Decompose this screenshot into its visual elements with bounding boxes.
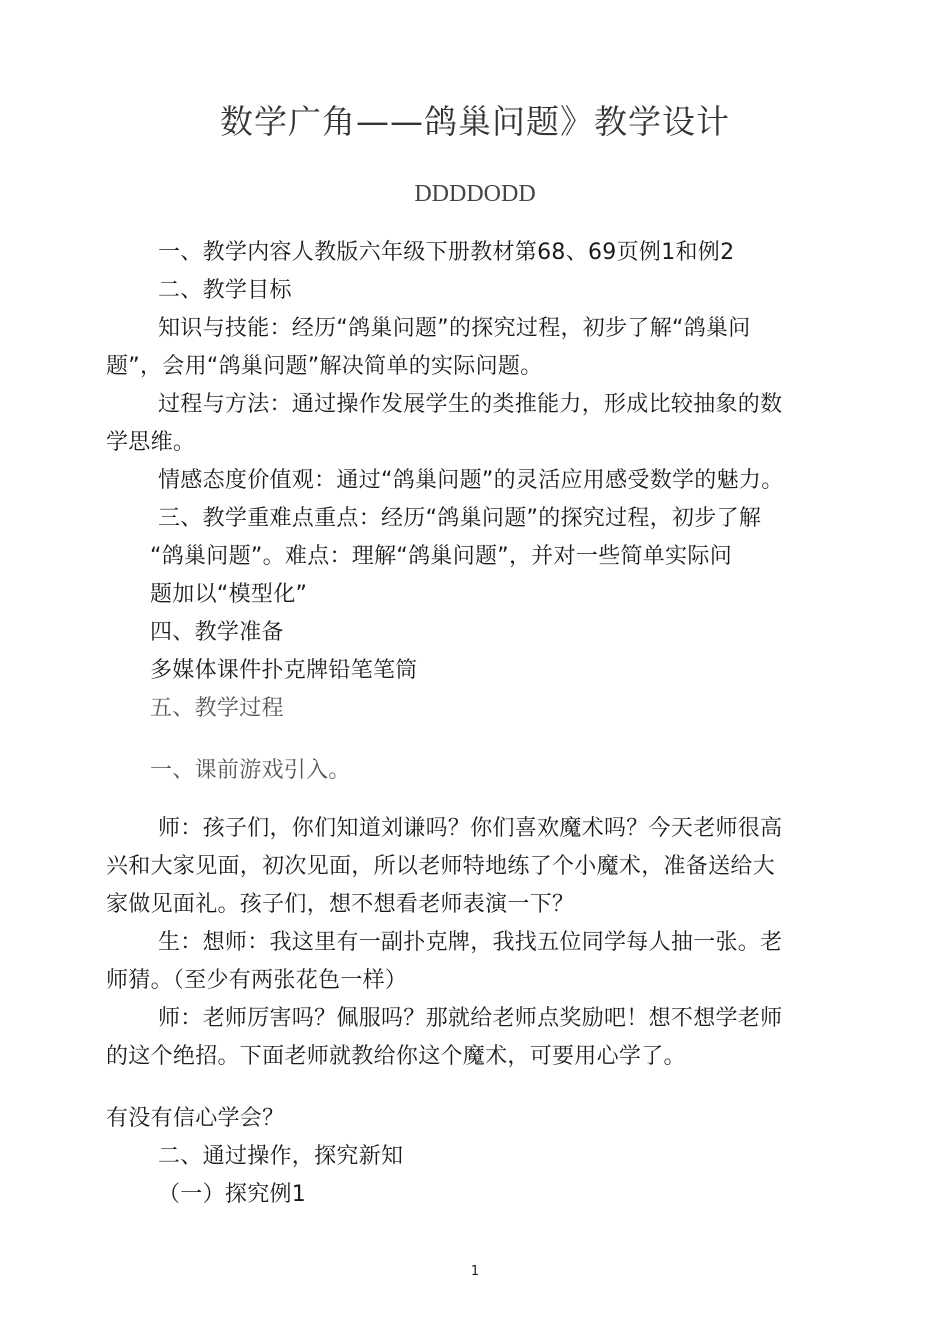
- section-heading-preparation: 四、教学准备: [150, 620, 284, 645]
- section-heading-content: 一、教学内容人教版六年级下册教材第68、69页例1和例2: [158, 240, 735, 265]
- section-heading-goals: 二、教学目标: [158, 278, 292, 303]
- paragraph-line: 师猜。（至少有两张花色一样）: [106, 968, 408, 993]
- paragraph-line: 师：老师厉害吗？佩服吗？那就给老师点奖励吧！想不想学老师: [158, 1006, 783, 1031]
- section-heading-key-points: 三、教学重难点重点：经历“鸽巢问题”的探究过程，初步了解: [158, 506, 762, 531]
- paragraph-line: 题”，会用“鸽巢问题”解决简单的实际问题。: [106, 354, 543, 379]
- paragraph-line: 有没有信心学会？: [106, 1106, 285, 1131]
- paragraph-line: 题加以“模型化”: [150, 582, 308, 607]
- paragraph-line: 学思维。: [106, 430, 196, 455]
- paragraph-line: 家做见面礼。孩子们，想不想看老师表演一下？: [106, 892, 575, 917]
- paragraph-line: 过程与方法：通过操作发展学生的类推能力，形成比较抽象的数: [158, 392, 783, 417]
- document-subtitle: DDDDODD: [414, 181, 536, 207]
- document-title: 数学广角——鸽巢问题》教学设计: [220, 102, 730, 141]
- paragraph-line: 情感态度价值观：通过“鸽巢问题”的灵活应用感受数学的魅力。: [158, 468, 784, 493]
- paragraph-line: 多媒体课件扑克牌铅笔笔筒: [150, 658, 418, 683]
- subsection-heading-explore: 二、通过操作，探究新知: [158, 1144, 404, 1169]
- paragraph-line: 师：孩子们，你们知道刘谦吗？你们喜欢魔术吗？今天老师很高: [158, 816, 783, 841]
- subsection-heading-intro: 一、课前游戏引入。: [150, 758, 351, 783]
- paragraph-line: 兴和大家见面，初次见面，所以老师特地练了个小魔术，准备送给大: [106, 854, 776, 879]
- paragraph-line: 生：想师：我这里有一副扑克牌，我找五位同学每人抽一张。老: [158, 930, 783, 955]
- page-number: 1: [470, 1264, 480, 1279]
- paragraph-line: 知识与技能：经历“鸽巢问题”的探究过程，初步了解“鸽巢问: [158, 316, 751, 341]
- paragraph-line: 的这个绝招。下面老师就教给你这个魔术，可要用心学了。: [106, 1044, 686, 1069]
- paragraph-line: “鸽巢问题”。难点：理解“鸽巢问题”，并对一些简单实际问: [150, 544, 732, 569]
- subsection-heading-example-1: （一）探究例1: [158, 1182, 307, 1207]
- section-heading-process: 五、教学过程: [150, 696, 284, 721]
